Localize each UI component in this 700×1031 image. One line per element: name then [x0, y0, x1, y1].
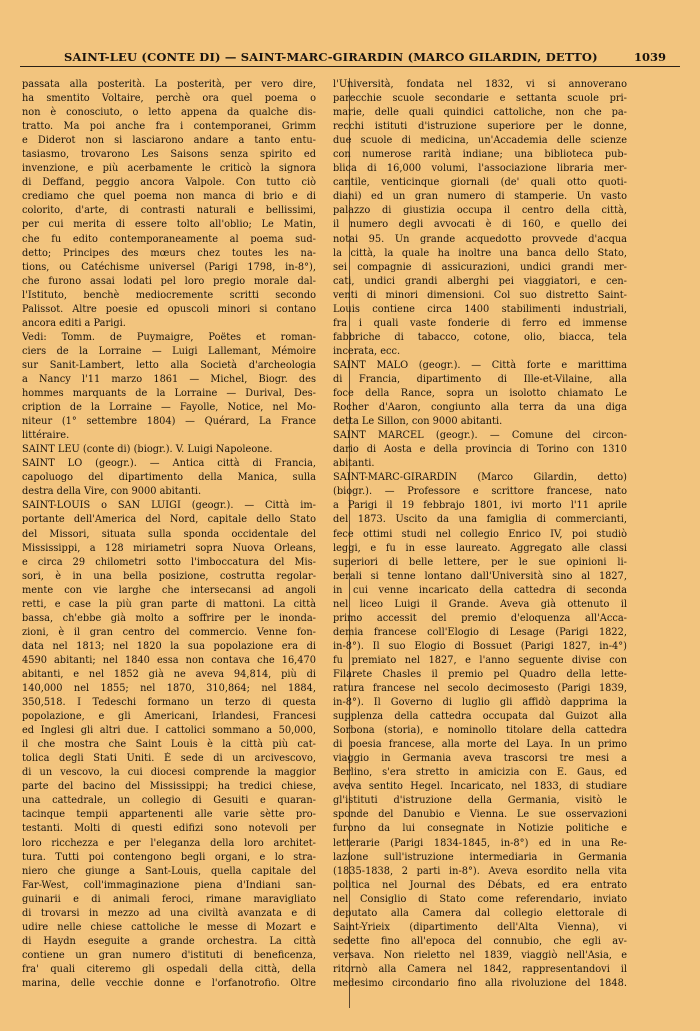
text-line: versava. Non rieletto nel 1839, viaggiò nell'Asia, e [333, 949, 627, 961]
text-line: demia francese coll'Elogio di Lesage (Parigi 1822, [333, 626, 627, 638]
text-line: niteur (1° settembre 1804) — Quérard, La France [22, 416, 316, 428]
text-line: contiene un gran numero d'istituti di beneficenza, [22, 949, 316, 961]
right-column [333, 78, 627, 991]
text-line: marie, delle quali quindici cattoliche, non che pa- [333, 107, 627, 119]
text-line: fece ottimi studi nel collegio Enrico IV, poi studiò [333, 528, 627, 540]
text-line: di Deffand, peggio ancora Valpole. Con tutto ciò [22, 177, 316, 189]
text-line: Sorbona (storia), e nominollo titolare della cattedra [333, 725, 627, 737]
text-line: invenzione, e più acerbamente le criticò la signora [22, 163, 316, 175]
text-line: ed Inglesi gli altri due. I cattolici sommano a 50,000, [22, 725, 316, 737]
text-line: loro ricchezza e per l'eleganza della loro architet- [22, 837, 316, 849]
text-line: viaggio in Germania aveva trascorsi tre mesi a [333, 753, 627, 765]
text-line: detta Le Sillon, con 9000 abitanti. [333, 416, 503, 428]
text-line: cati, undici grandi alberghi pei viaggiatori, e cen- [333, 275, 627, 287]
text-line: Mississippi, a 128 miriametri sopra Nuova Orleans, [22, 542, 316, 554]
text-line: l'Università, fondata nel 1832, vi si annoverano [333, 79, 627, 90]
text-line: in-8°). Il suo Elogio di Bossuet (Parigi 1827, in-4°) [333, 640, 627, 652]
text-line: di Francia, dipartimento di Ille-et-Vilaine, alla [333, 373, 627, 385]
text-line: e Diderot non si lasciarono andare a tanto entu- [22, 135, 316, 147]
text-line: detto; Principes des mœurs chez toutes les na- [22, 247, 316, 259]
text-line: che furono assai lodati pel loro pregio morale dal- [22, 275, 316, 287]
text-line: per cui merita di essere tolto all'oblio; Le Matin, [22, 219, 316, 231]
text-line: politica nel Journal des Débats, ed era entrato [333, 879, 627, 891]
text-line: destra della Vire, con 9000 abitanti. [22, 486, 202, 498]
text-line: udire nelle chiese cattoliche le messe di Mozart e [22, 921, 316, 933]
text-line: leggi, e fu in esse laureato. Aggregato alle classi [333, 542, 627, 554]
text-line: notai 95. Un grande acquedotto provvede d'acqua [333, 233, 627, 245]
text-line: medesimo circondario fino alla rivoluzione del 1848. [333, 978, 627, 989]
text-line: che fu edito contemporaneamente al poema sud- [22, 233, 316, 245]
text-line: fabbriche di tabacco, cotone, olio, biacca, tela [333, 331, 627, 343]
text-line: di poesia francese, alla morte del Laya. In un primo [333, 739, 627, 751]
text-line: sori, è in una bella posizione, costrutta regolar- [22, 570, 316, 582]
text-line: Rocher d'Aaron, congiunto alla terra da una diga [333, 402, 627, 414]
text-line: una cattedrale, un collegio di Gesuiti e quaran- [22, 795, 316, 807]
text-line: SAINT LEU (conte di) (biogr.). V. Luigi Napoleone. [22, 444, 273, 456]
text-line: SAINT LO (geogr.). — Antica città di Francia, [22, 458, 316, 470]
text-line: zioni, è il gran centro del commercio. Venne fon- [22, 626, 316, 638]
text-line: SAINT MARCEL (geogr.). — Comune del circon- [333, 430, 627, 442]
text-line: sponde del Danubio e Vienna. Le sue osservazioni [333, 809, 627, 821]
text-line: a Nancy l'11 marzo 1861 — Michel, Biogr. des [22, 373, 316, 385]
text-line: capoluogo del dipartimento della Manica, sulla [22, 472, 316, 484]
text-line: tratto. Ma poi anche fra i contemporanei, Grimm [22, 121, 316, 133]
text-line: Filarete Chasles il premio pel Quadro della lette- [333, 668, 627, 680]
text-line: superiori di belle lettere, per le sue opinioni li- [333, 556, 627, 568]
text-line: in-8°). Il Governo di luglio gli affidò dapprima la [333, 697, 627, 709]
header-title: SAINT-LEU (CONTE DI) — SAINT-MARC-GIRARDIN (MARCO GILARDIN, DETTO) [64, 50, 598, 64]
text-line: dario di Aosta e della provincia di Torino con 1310 [333, 444, 627, 456]
text-line: letterarie (Parigi 1834-1845, in-8°) ed in una Re- [333, 837, 627, 849]
text-line: aveva sentito Hegel. Incaricato, nel 1833, di studiare [333, 781, 627, 793]
text-line: gl'istituti d'istruzione della Germania, visitò le [333, 795, 627, 807]
text-line: data nel 1813; nel 1820 la sua popolazione era di [22, 640, 316, 652]
text-line: tacinque tempii appartenenti alle varie sètte pro- [22, 809, 316, 821]
text-line: fra' quali citeremo gli ospedali della città, della [22, 963, 316, 975]
text-line: foce della Rance, sopra un isolotto chiamato Le [333, 388, 627, 400]
text-line: del 1873. Uscito da una famiglia di commercianti, [333, 514, 627, 526]
text-line: fra i quali vaste fonderie di ferro ed immense [333, 317, 627, 329]
text-line: tasiasmo, trovarono Les Saisons senza spirito ed [22, 149, 316, 161]
text-line: Palissot. Altre poesie ed opuscoli minori si contano [22, 303, 316, 315]
text-line: di Haydn eseguite a grande orchestra. La città [22, 935, 316, 947]
text-line: tolica degli Stati Uniti. È sede di un arcivescovo, [22, 753, 316, 765]
text-line: Berlino, s'era stretto in amicizia con E. Gaus, ed [333, 767, 627, 779]
text-line: bassa, ch'ebbe già molto a soffrire per le inonda- [22, 612, 316, 624]
text-line: venti di minori dimensioni. Col suo distretto Saint- [333, 289, 627, 301]
text-line: colorito, d'arte, di contrasti naturali e bellissimi, [22, 205, 316, 217]
left-column [22, 78, 316, 991]
text-line: parecchie scuole secondarie e settanta scuole pri- [333, 93, 627, 105]
text-line: crediamo che quel poema non manca di brio e di [22, 191, 316, 203]
text-line: parte del bacino del Mississippi; ha tredici chiese, [22, 781, 316, 793]
text-line: 350,518. I Tedeschi formano un terzo di questa [22, 697, 316, 709]
text-line: fu premiato nel 1827, e l'anno seguente divise con [333, 654, 627, 666]
text-line: e circa 29 chilometri sotto l'imboccatura del Mis- [22, 556, 316, 568]
text-line: nel Consiglio di Stato come referendario, inviato [333, 893, 627, 905]
text-line: Vedi: Tomm. de Puymaigre, Poëtes et roman- [22, 331, 316, 343]
text-line: SAINT-LOUIS o SAN LUIGI (geogr.). — Città im- [22, 500, 316, 512]
text-line: due scuole di medicina, un'Accademia delle scienze [333, 135, 627, 147]
text-line: berali si tenne lontano dall'Università sino al 1827, [333, 570, 627, 582]
text-line: retti, e case la più gran parte di mattoni. La città [22, 598, 316, 610]
text-line: abitanti. [333, 458, 375, 470]
text-line: ha smentito Voltaire, perchè ora quel poema o [22, 93, 316, 105]
text-line: sedette fino all'epoca del connubio, che egli av- [333, 935, 627, 947]
text-line: sei compagnie di assicurazioni, undici grandi mer- [333, 261, 627, 273]
text-line: littéraire. [22, 430, 70, 442]
text-line: in cui venne incaricato della cattedra di seconda [333, 584, 627, 596]
text-line: guinarii e di animali feroci, rimane maravigliato [22, 893, 316, 905]
text-line: la città, la quale ha inoltre una banca dello Stato, [333, 247, 627, 259]
text-line: incerata, ecc. [333, 345, 401, 357]
text-line: recchi istituti d'istruzione superiore per le donne, [333, 121, 627, 133]
text-line: del Missori, situata sulla sponda occidentale del [22, 528, 316, 540]
text-line: deputato alla Camera dal collegio elettorale di [333, 907, 627, 919]
text-line: a Parigi il 19 febbrajo 1801, ivi morto l'11 aprile [333, 500, 627, 512]
text-line: diani) ed un gran numero di stamperie. Un vasto [333, 191, 627, 203]
text-line: palazzo di giustizia occupa il centro della città, [333, 205, 627, 217]
text-line: ancora editi a Parigi. [22, 317, 126, 329]
text-line: ratura francese nel secolo decimosesto (Parigi 1839, [333, 683, 627, 695]
text-line: Louis contiene circa 1400 stabilimenti industriali, [333, 303, 627, 315]
text-line: 140,000 nel 1855; nel 1870, 310,864; nel 1884, [22, 683, 316, 695]
text-line: di trovarsi in mezzo ad una civiltà avanzata e di [22, 907, 316, 919]
text-line: tura. Tutti poi contengono begli organi, e lo stra- [22, 851, 316, 863]
text-line: ciers de la Lorraine — Luigi Lallemant, Mémoire [22, 345, 316, 357]
text-line: popolazione, e gli Americani, Irlandesi, Francesi [22, 711, 316, 723]
text-line: nel liceo Luigi il Grande. Aveva già ottenuto il [333, 598, 627, 610]
text-line: il che mostra che Saint Louis è la città più cat- [22, 739, 316, 751]
text-line: cription de la Lorraine — Fayolle, Notice, nel Mo- [22, 402, 316, 414]
text-line: hommes marquants de la Lorraine — Durival, Des- [22, 388, 316, 400]
text-line: primo accessit del premio d'eloquenza all'Acca- [333, 612, 627, 624]
text-line: (1835-1838, 2 parti in-8°). Aveva esordito nella vita [333, 865, 627, 877]
text-line: SAINT-MARC-GIRARDIN (Marco Gilardin, detto) [333, 472, 627, 484]
text-line: supplenza della cattedra occupata dal Guizot alla [333, 711, 627, 723]
text-line: Saint-Yrieix (dipartimento dell'Alta Vienna), vi [333, 921, 627, 933]
text-line: non è conosciuto, o letto appena da qualche dis- [22, 107, 316, 119]
text-line: sur Sanit-Lambert, letto alla Società d'archeologia [22, 359, 316, 371]
text-line: cantile, venticinque giornali (de' quali otto quoti- [333, 177, 627, 189]
text-line: ritornò alla Camera nel 1842, rappresentandovi il [333, 963, 627, 975]
page-number: 1039 [633, 50, 666, 64]
text-line: portante dell'America del Nord, capitale dello Stato [22, 514, 316, 526]
text-line: mente con vie larghe che intersecansi ad angoli [22, 584, 316, 596]
text-line: Far-West, coll'immaginazione piena d'Indiani san- [22, 879, 316, 891]
text-line: blica di 16,000 volumi, l'associazione libraria mer- [333, 163, 627, 175]
text-line: l'Istituto, benchè mediocremente scritti secondo [22, 289, 316, 301]
text-line: niero che giunge a Sant-Louis, quella capitale del [22, 865, 316, 877]
text-line: marina, delle vecchie donne e l'orfanotrofio. Oltre [22, 978, 316, 989]
text-line: il numero degli avvocati è di 160, e quello dei [333, 219, 627, 231]
text-line: (biogr.). — Professore e scrittore francese, nato [333, 486, 627, 498]
running-header [20, 36, 680, 67]
text-line: 4590 abitanti; nel 1840 essa non contava che 16,470 [22, 654, 316, 666]
text-line: lazione sull'istruzione intermediaria in Germania [333, 851, 627, 863]
text-line: abitanti, e nel 1852 già ne aveva 94,814, più di [22, 668, 316, 680]
text-line: testanti. Molti di questi edifizi sono notevoli per [22, 823, 316, 835]
text-line: furono da lui consegnate in Notizie politiche e [333, 823, 627, 835]
text-line: passata alla posterità. La posterità, per vero dire, [22, 79, 316, 90]
text-line: SAINT MALO (geogr.). — Città forte e marittima [333, 359, 627, 371]
text-line: con numerose rarità indiane; una biblioteca pub- [333, 149, 627, 161]
text-line: tions, ou Catéchisme universel (Parigi 1798, in-8°), [22, 261, 316, 273]
text-line: di un vescovo, la cui diocesi comprende la maggior [22, 767, 316, 779]
